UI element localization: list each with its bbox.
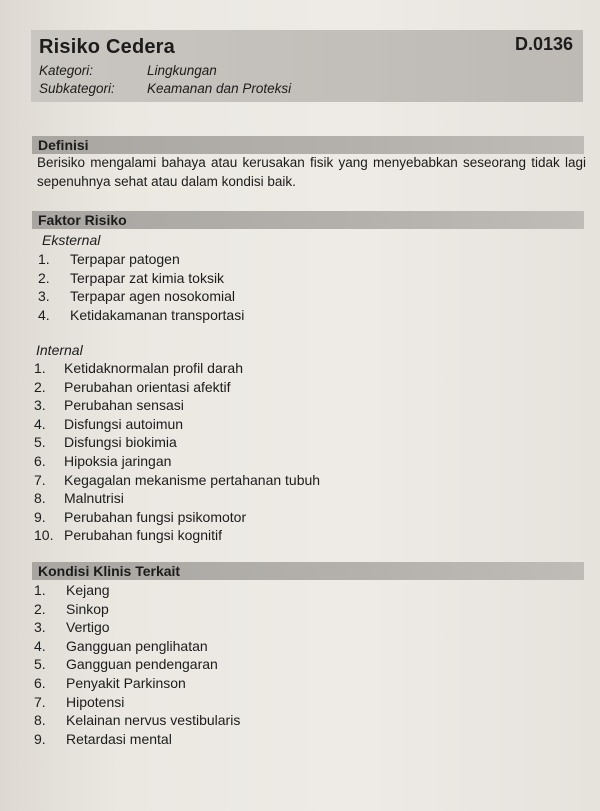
list-item-text: Ketidakamanan transportasi xyxy=(70,306,245,323)
section-definisi-header xyxy=(32,136,584,154)
list-item-text: Terpapar patogen xyxy=(70,251,180,267)
eksternal-list xyxy=(38,251,438,325)
list-item xyxy=(34,601,434,620)
list-item xyxy=(34,360,454,379)
list-item xyxy=(34,453,454,472)
list-item xyxy=(34,416,454,435)
list-item-number: 9. xyxy=(34,508,46,525)
list-item-number: 3. xyxy=(34,397,46,414)
list-item-text: Perubahan orientasi afektif xyxy=(64,378,231,395)
page-title: Risiko Cedera xyxy=(39,36,175,58)
list-item-text: Vertigo xyxy=(66,619,110,636)
list-item-number: 10. xyxy=(34,527,54,544)
internal-list xyxy=(34,360,454,546)
list-item-text: Disfungsi biokimia xyxy=(64,434,177,451)
list-item xyxy=(34,656,434,675)
list-item xyxy=(38,307,438,326)
list-item-text: Gangguan penglihatan xyxy=(66,637,208,654)
list-item xyxy=(34,619,434,638)
list-item-number: 4. xyxy=(34,415,46,432)
list-item xyxy=(34,527,454,546)
list-item-text: Penyakit Parkinson xyxy=(66,674,186,691)
list-item-text: Hipotensi xyxy=(66,693,125,710)
list-item xyxy=(34,472,454,491)
list-item-number: 4. xyxy=(34,637,46,654)
list-item-text: Gangguan pendengaran xyxy=(66,656,218,673)
list-item xyxy=(34,397,454,416)
section-title: Kondisi Klinis Terkait xyxy=(38,563,181,579)
list-item xyxy=(34,731,434,750)
section-faktor-risiko-header xyxy=(32,211,584,229)
list-item xyxy=(34,434,454,453)
list-item-text: Malnutrisi xyxy=(64,490,124,507)
definisi-text: Berisiko mengalami bahaya atau kerusakan fisik yang menyebabkan seseorang tidak lagi sepenuhnya sehat atau dalam kondisi baik. xyxy=(37,155,586,189)
list-item-number: 3. xyxy=(34,619,46,636)
list-item-text: Terpapar zat kimia toksik xyxy=(70,269,225,286)
list-item-number: 7. xyxy=(34,693,46,710)
list-item-text: Kegagalan mekanisme pertahanan tubuh xyxy=(64,471,321,488)
section-title: Definisi xyxy=(38,137,89,153)
list-item-number: 6. xyxy=(34,452,46,469)
list-item-number: 1. xyxy=(34,582,46,598)
list-item xyxy=(38,270,438,289)
list-item-text: Retardasi mental xyxy=(66,730,172,747)
list-item-text: Hipoksia jaringan xyxy=(64,452,172,469)
list-item-number: 6. xyxy=(34,674,46,691)
list-item-number: 5. xyxy=(34,656,46,673)
list-item-text: Sinkop xyxy=(66,600,109,617)
list-item-number: 5. xyxy=(34,434,46,451)
list-item-text: Kejang xyxy=(66,582,110,598)
list-item-number: 1. xyxy=(38,251,50,267)
list-item xyxy=(34,490,454,509)
section-title: Faktor Risiko xyxy=(38,212,127,228)
list-item-number: 2. xyxy=(38,269,50,286)
list-item xyxy=(34,379,454,398)
list-item-number: 2. xyxy=(34,378,46,395)
list-item-number: 9. xyxy=(34,730,46,747)
list-item-text: Perubahan fungsi kognitif xyxy=(64,527,222,544)
eksternal-label: Eksternal xyxy=(42,232,101,248)
section-kondisi-klinis-header xyxy=(32,562,584,580)
list-item xyxy=(38,288,438,307)
list-item-number: 1. xyxy=(34,360,46,376)
subkategori-label: Subkategori: xyxy=(39,81,115,96)
diagnosis-code: D.0136 xyxy=(514,34,573,54)
subkategori-value: Keamanan dan Proteksi xyxy=(147,81,292,96)
kategori-value: Lingkungan xyxy=(147,63,217,78)
diagnosis-header xyxy=(31,30,583,102)
kategori-label: Kategori: xyxy=(39,63,94,78)
list-item xyxy=(34,675,434,694)
list-item-text: Terpapar agen nosokomial xyxy=(70,288,235,305)
list-item xyxy=(34,582,434,601)
list-item xyxy=(34,694,434,713)
list-item-text: Perubahan fungsi psikomotor xyxy=(64,508,247,525)
list-item-number: 8. xyxy=(34,490,46,507)
list-item xyxy=(34,712,434,731)
list-item xyxy=(34,509,454,528)
list-item xyxy=(38,251,438,270)
list-item-number: 4. xyxy=(38,306,50,323)
list-item-number: 7. xyxy=(34,471,46,488)
list-item-text: Ketidaknormalan profil darah xyxy=(64,360,243,376)
list-item-text: Kelainan nervus vestibularis xyxy=(66,712,241,729)
list-item xyxy=(34,638,434,657)
kondisi-klinis-list xyxy=(34,582,434,749)
list-item-text: Perubahan sensasi xyxy=(64,397,184,414)
internal-label: Internal xyxy=(36,342,83,358)
list-item-number: 3. xyxy=(38,288,50,305)
list-item-number: 2. xyxy=(34,600,46,617)
list-item-number: 8. xyxy=(34,712,46,729)
list-item-text: Disfungsi autoimun xyxy=(64,415,184,432)
